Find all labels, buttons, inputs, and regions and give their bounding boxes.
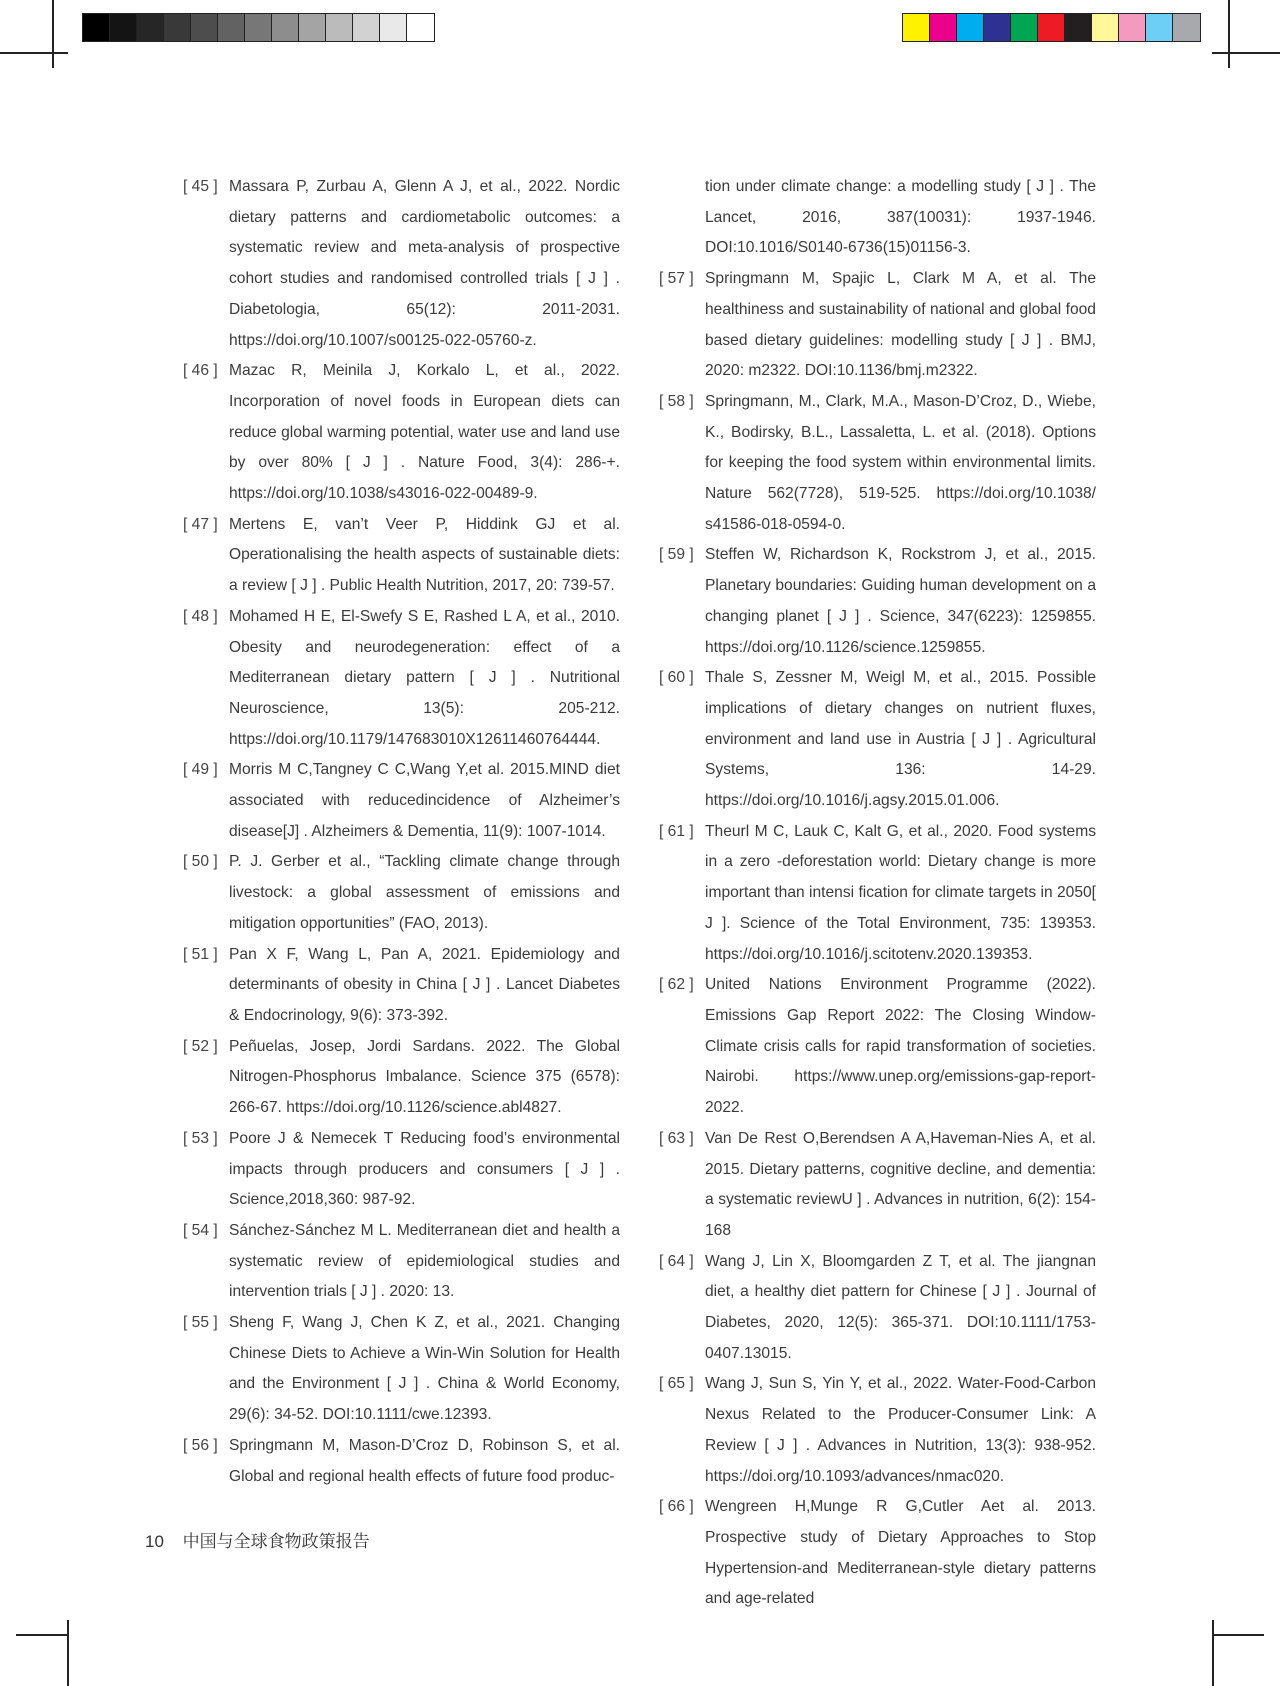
reference-entry xyxy=(183,847,620,939)
reference-text: Mazac R, Meinila J, Korkalo L, et al., 2022. Incorporation of novel foods in European diets can reduce global warming potential, water use and land use by over 80% [ J ] . Nature Food, 3(4): 286-+. https://doi.org/10.1038/s43016-022-00489-9. xyxy=(229,362,620,503)
reference-entry xyxy=(659,264,1096,387)
reference-entry xyxy=(183,1308,620,1431)
color-swatch xyxy=(1173,14,1200,41)
reference-number: [ 49 ] xyxy=(183,761,218,779)
reference-text: United Nations Environment Programme (2022). Emissions Gap Report 2022: The Closing Window-Climate crisis calls for rapid transformation of societies. Nairobi. https://www.unep.org/emissions-gap-report-2022. xyxy=(705,976,1096,1117)
reference-entry xyxy=(183,510,620,602)
reference-text: Steffen W, Richardson K, Rockstrom J, et al., 2015. Planetary boundaries: Guiding human development on a changing planet [ J ] . Science, 347(6223): 1259855. https://doi.org/10.1126/science.1259855. xyxy=(705,546,1096,656)
reference-entry xyxy=(183,602,620,756)
reference-entry xyxy=(659,663,1096,817)
reference-text: Morris M C,Tangney C C,Wang Y,et al. 2015.MIND diet associated with reducedincidence of Alzheimer’s disease[J] . Alzheimers & Dementia, 11(9): 1007-1014. xyxy=(229,761,620,840)
crop-mark-top-right-h xyxy=(1212,52,1280,54)
crop-mark-bottom-left-h xyxy=(16,1634,68,1636)
reference-number: [ 55 ] xyxy=(183,1314,218,1332)
reference-entry xyxy=(659,1369,1096,1492)
gray-swatch xyxy=(83,14,110,41)
reference-number: [ 47 ] xyxy=(183,515,218,533)
reference-text: Sheng F, Wang J, Chen K Z, et al., 2021. Changing Chinese Diets to Achieve a Win-Win Solution for Health and the Environment [ J ] . China & World Economy, 29(6): 34-52. DOI:10.1111/cwe.12393. xyxy=(229,1314,620,1424)
crop-mark-top-left-h xyxy=(0,52,68,54)
process-color-calibration-bar xyxy=(902,13,1201,42)
reference-entry xyxy=(183,1032,620,1124)
crop-mark-top-left-v xyxy=(52,0,54,68)
reference-entry xyxy=(659,1492,1096,1615)
gray-swatch xyxy=(407,14,434,41)
references-right-column xyxy=(659,172,1096,1615)
reference-text: Poore J & Nemecek T Reducing food’s environmental impacts through producers and consumers [ J ] . Science,2018,360: 987-92. xyxy=(229,1129,620,1209)
reference-text: Massara P, Zurbau A, Glenn A J, et al., 2022. Nordic dietary patterns and cardiometabolic outcomes: a systematic review and meta-analysis of prospective cohort studies and randomised controlled trials [ J ] . Diabetologia, 65(12): 2011-2031. https://doi.org/10.1007/s00125-022-05760-z. xyxy=(229,178,620,349)
reference-text: Springmann, M., Clark, M.A., Mason-D’Croz, D., Wiebe, K., Bodirsky, B.L., Lassaletta, L. et al. (2018). Options for keeping the food system within environmental limits. Nature 562(7728), 519-525. https://doi.org/10.1038/ s41586-018-0594-0. xyxy=(705,392,1096,533)
reference-text: Pan X F, Wang L, Pan A, 2021. Epidemiology and determinants of obesity in China [ J ] . Lancet Diabetes & Endocrinology, 9(6): 373-392. xyxy=(229,945,620,1024)
reference-number: [ 64 ] xyxy=(659,1252,694,1270)
reference-entry xyxy=(183,755,620,847)
color-swatch xyxy=(903,14,930,41)
gray-swatch xyxy=(245,14,272,41)
reference-entry xyxy=(659,172,1096,264)
reference-entry xyxy=(659,817,1096,971)
crop-mark-bottom-right-v xyxy=(1212,1620,1214,1686)
reference-number: [ 54 ] xyxy=(183,1221,218,1239)
color-swatch xyxy=(1038,14,1065,41)
reference-number: [ 66 ] xyxy=(659,1498,694,1516)
reference-entry xyxy=(183,1431,620,1492)
reference-number: [ 65 ] xyxy=(659,1375,694,1393)
reference-number: [ 45 ] xyxy=(183,178,218,195)
reference-text: Thale S, Zessner M, Weigl M, et al., 2015. Possible implications of dietary changes on nutrient fluxes, environment and land use in Austria [ J ] . Agricultural Systems, 136: 14-29. https://doi.org/10.1016/j.agsy.2015.01.006. xyxy=(705,669,1096,810)
crop-mark-top-right-v xyxy=(1228,0,1230,68)
reference-number: [ 63 ] xyxy=(659,1129,694,1147)
reference-entry xyxy=(659,970,1096,1124)
reference-entry xyxy=(183,356,620,510)
gray-swatch xyxy=(137,14,164,41)
reference-text: Springmann M, Spajic L, Clark M A, et al. The healthiness and sustainability of national and global food based dietary guidelines: modelling study [ J ] . BMJ, 2020: m2322. DOI:10.1136/bmj.m2322. xyxy=(705,270,1096,380)
reference-number: [ 51 ] xyxy=(183,945,218,963)
reference-number: [ 56 ] xyxy=(183,1436,218,1454)
color-swatch xyxy=(957,14,984,41)
gray-swatch xyxy=(353,14,380,41)
reference-text: Peñuelas, Josep, Jordi Sardans. 2022. The Global Nitrogen-Phosphorus Imbalance. Science 375 (6578): 266-67. https://doi.org/10.1126/science.abl4827. xyxy=(229,1037,620,1117)
reference-text: Wang J, Sun S, Yin Y, et al., 2022. Water-Food-Carbon Nexus Related to the Producer-Consumer Link: A Review [ J ] . Advances in Nutrition, 13(3): 938-952. https://doi.org/10.1093/advances/nmac020. xyxy=(705,1375,1096,1485)
reference-text: Van De Rest O,Berendsen A A,Haveman-Nies A, et al. 2015. Dietary patterns, cognitive decline, and dementia: a systematic reviewU ] . Advances in nutrition, 6(2): 154-168 xyxy=(705,1129,1096,1239)
grayscale-calibration-bar xyxy=(82,13,435,42)
reference-number: [ 59 ] xyxy=(659,546,694,564)
gray-swatch xyxy=(218,14,245,41)
reference-number: [ 61 ] xyxy=(659,822,694,840)
reference-number: [ 53 ] xyxy=(183,1129,218,1147)
reference-entry xyxy=(183,940,620,1032)
color-swatch xyxy=(1011,14,1038,41)
gray-swatch xyxy=(164,14,191,41)
reference-entry xyxy=(659,1124,1096,1247)
references-left-column xyxy=(183,172,620,1492)
reference-entry xyxy=(659,540,1096,663)
reference-number: [ 57 ] xyxy=(659,270,694,288)
reference-number: [ 60 ] xyxy=(659,669,694,687)
color-swatch xyxy=(1146,14,1173,41)
gray-swatch xyxy=(110,14,137,41)
reference-text: Mertens E, van’t Veer P, Hiddink GJ et al. Operationalising the health aspects of sustainable diets: a review [ J ] . Public Health Nutrition, 2017, 20: 739-57. xyxy=(229,515,620,595)
color-swatch xyxy=(984,14,1011,41)
reference-entry xyxy=(183,172,620,356)
reference-text: Theurl M C, Lauk C, Kalt G, et al., 2020. Food systems in a zero -deforestation world: Dietary change is more important than intensi fication for climate targets in 2050[ J ]. Science of the Total Environment, 735: 139353. https://doi.org/10.1016/j.scitotenv.2020.139353. xyxy=(705,822,1096,963)
reference-text: Springmann M, Mason-D’Croz D, Robinson S, et al. Global and regional health effects of future food produc- xyxy=(229,1436,620,1485)
reference-number: [ 58 ] xyxy=(659,392,694,410)
reference-number: [ 46 ] xyxy=(183,362,218,380)
reference-number: [ 48 ] xyxy=(183,607,218,625)
reference-number: [ 62 ] xyxy=(659,976,694,994)
gray-swatch xyxy=(380,14,407,41)
color-swatch xyxy=(1092,14,1119,41)
reference-text: P. J. Gerber et al., “Tackling climate change through livestock: a global assessment of emissions and mitigation opportunities” (FAO, 2013). xyxy=(229,853,620,932)
reference-number: [ 50 ] xyxy=(183,853,218,871)
reference-text: Wang J, Lin X, Bloomgarden Z T, et al. The jiangnan diet, a healthy diet pattern for Chinese [ J ] . Journal of Diabetes, 2020, 12(5): 365-371. DOI:10.1111/1753-0407.13015. xyxy=(705,1252,1096,1362)
gray-swatch xyxy=(272,14,299,41)
report-title: 中国与全球食物政策报告 xyxy=(182,1532,370,1551)
page-footer xyxy=(145,1527,370,1552)
reference-entry xyxy=(659,1247,1096,1370)
reference-entry xyxy=(183,1216,620,1308)
color-swatch xyxy=(1119,14,1146,41)
gray-swatch xyxy=(326,14,353,41)
reference-text: Mohamed H E, El-Swefy S E, Rashed L A, et al., 2010. Obesity and neurodegeneration: effect of a Mediterranean dietary pattern [ J ] . Nutritional Neuroscience, 13(5): 205-212. https://doi.org/10.1179/147683010X12611460764444. xyxy=(229,607,620,748)
reference-text: tion under climate change: a modelling study [ J ] . The Lancet, 2016, 387(10031): 1937-1946. DOI:10.1016/S0140-6736(15)01156-3. xyxy=(705,178,1096,257)
reference-entry xyxy=(183,1124,620,1216)
reference-entry xyxy=(659,387,1096,541)
color-swatch xyxy=(930,14,957,41)
reference-number: [ 52 ] xyxy=(183,1037,218,1055)
page-number: 10 xyxy=(145,1532,164,1551)
color-swatch xyxy=(1065,14,1092,41)
crop-mark-bottom-right-h xyxy=(1212,1634,1264,1636)
gray-swatch xyxy=(191,14,218,41)
reference-text: Wengreen H,Munge R G,Cutler Aet al. 2013. Prospective study of Dietary Approaches to Stop Hypertension-and Mediterranean-style dietary patterns and age-related xyxy=(705,1498,1096,1608)
crop-mark-bottom-left-v xyxy=(67,1620,69,1686)
gray-swatch xyxy=(299,14,326,41)
reference-text: Sánchez-Sánchez M L. Mediterranean diet and health a systematic review of epidemiological studies and intervention trials [ J ] . 2020: 13. xyxy=(229,1221,620,1301)
